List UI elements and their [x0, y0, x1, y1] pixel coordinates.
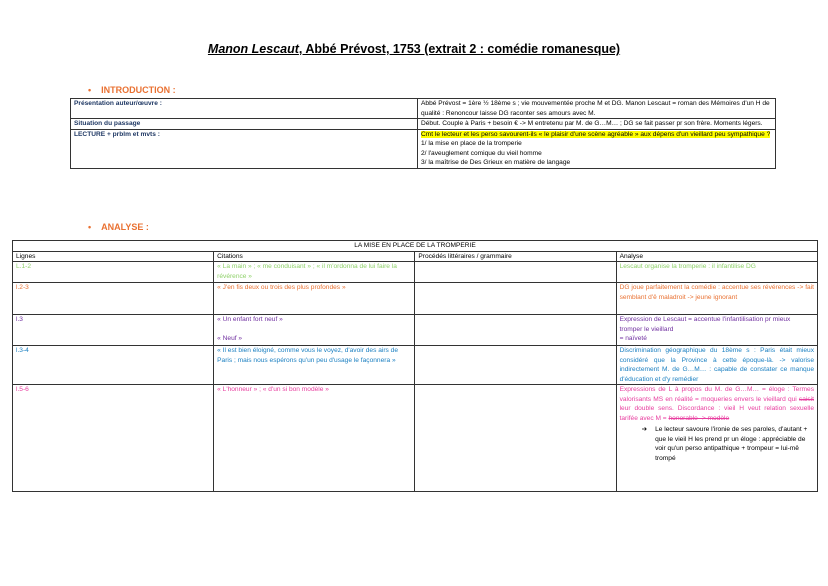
row-value: Abbé Prévost = 1ère ½ 18ème s ; vie mouvementée proche M et DG. Manon Lescaut = roman des Mémoires d'un H de qualité : Renoncour laisse DG raconter ses amours avec M.: [418, 99, 776, 119]
row-value: Début. Couple à Paris + besoin € -> M entretenu par M. de G…M… ; DG se fait passer pr son frère. Moments légers.: [418, 119, 776, 130]
bullet-icon: •: [88, 222, 92, 232]
table-row: [13, 262, 818, 283]
work-title: Manon Lescaut: [207, 42, 299, 56]
intro-table: [70, 98, 776, 169]
procedes-cell: [415, 315, 616, 346]
table-row: [13, 283, 818, 315]
procedes-cell: [415, 283, 616, 315]
row-value: [418, 129, 776, 168]
analysis-cell: Discrimination géographique du 18ème s : Paris était mieux considéré que la Province à cette époque-là. -> valorise indirectement M. de G…M… : capable de constater ce manque d'éducation et d'y remédier: [616, 346, 817, 385]
lines-cell: l.2-3: [13, 283, 214, 315]
analysis-cell: Lescaut organise la tromperie : il infantilise DG: [616, 262, 817, 283]
lines-cell: l.5-6: [13, 385, 214, 492]
analysis-cell: DG joue parfaitement la comédie : accentue ses révérences -> fait semblant d'ê maladroit -> jeune ignorant: [616, 283, 817, 315]
analysis: leur double sens. Discordance : vieil H veut relation sexuelle tarifée avec M =: [619, 405, 814, 422]
table-row: [71, 119, 776, 130]
bullet-icon: •: [88, 85, 92, 95]
analysis-cell: [616, 385, 817, 492]
row-label: Situation du passage: [71, 119, 418, 130]
movement: 3/ la maîtrise de Des Grieux en matière de langage: [421, 159, 571, 166]
movement: 2/ l'aveuglement comique du vieil homme: [421, 149, 542, 157]
citation-cell: « La main » ; « me conduisant » ; « il m'ordonna de lui faire la révérence »: [214, 262, 415, 283]
analysis: Expression de Lescaut = accentue l'infantilisation pr mieux tromper le vieillard: [619, 316, 791, 333]
table-title: LA MISE EN PLACE DE LA TROMPERIE: [13, 241, 818, 252]
analyse-heading-text: ANALYSE :: [101, 222, 149, 232]
intro-heading-text: INTRODUCTION :: [101, 85, 176, 95]
lines-cell: l.3-4: [13, 346, 214, 385]
analysis-cell: [616, 315, 817, 346]
table-header: [13, 251, 818, 262]
header-cell: Lignes: [13, 251, 214, 262]
table-row: [71, 99, 776, 119]
intro-heading: [88, 85, 176, 95]
table-row: [13, 346, 818, 385]
row-label: Présentation auteur/œuvre :: [71, 99, 418, 119]
citation-cell: « Il est bien éloigné, comme vous le voyez, d'avoir des airs de Paris ; mais nous espérons qu'un peu d'usage le façonnera »: [214, 346, 415, 385]
analyse-table: [12, 240, 818, 492]
analyse-heading: [88, 222, 149, 232]
row-label: LECTURE + prblm et mvts :: [71, 129, 418, 168]
problematic: Cmt le lecteur et les perso savourent-ils « le plaisir d'une scène agréable » aux dépens d'un vieillard peu sympathique ?: [421, 130, 771, 138]
citation: « Neuf »: [217, 334, 243, 342]
conclusion: [620, 425, 814, 463]
citation: « Un enfant fort neuf »: [217, 316, 283, 323]
procedes-cell: [415, 262, 616, 283]
conclusion-text: Le lecteur savoure l'ironie de ses paroles, d'autant + que le vieil H les prend pr un éloge : appréciable de voir qu'un perso antipathique + trompeur = lui-mê trompé: [655, 426, 808, 462]
procedes-cell: [415, 385, 616, 492]
header-cell: Citations: [214, 251, 415, 262]
lines-cell: L.1-2: [13, 262, 214, 283]
citation-cell: « J'en fis deux ou trois des plus profondes »: [214, 283, 415, 315]
header-cell: Analyse: [616, 251, 817, 262]
analysis: Expressions de L à propos du M. de G…M… = éloge : Termes valorisants MS en réalité = moqueries envers le vieillard qui: [619, 386, 814, 403]
struck-text: honorable -> modèle: [668, 414, 730, 422]
analysis: = naïveté: [619, 335, 647, 342]
page-title: [0, 42, 828, 56]
lines-cell: l.3: [13, 315, 214, 346]
table-row: [13, 315, 818, 346]
procedes-cell: [415, 346, 616, 385]
table-row: [13, 385, 818, 492]
citation-cell: [214, 315, 415, 346]
citation-cell: « L'honneur » ; « d'un si bon modèle »: [214, 385, 415, 492]
movement: 1/ la mise en place de la tromperie: [421, 140, 522, 147]
title-rest: , Abbé Prévost, 1753 (extrait 2 : comédie romanesque): [298, 42, 621, 56]
table-row: [71, 129, 776, 168]
struck-text: saisit: [798, 395, 814, 403]
arrow-right-icon: ➔: [641, 426, 648, 433]
header-cell: Procédés littéraires / grammaire: [415, 251, 616, 262]
